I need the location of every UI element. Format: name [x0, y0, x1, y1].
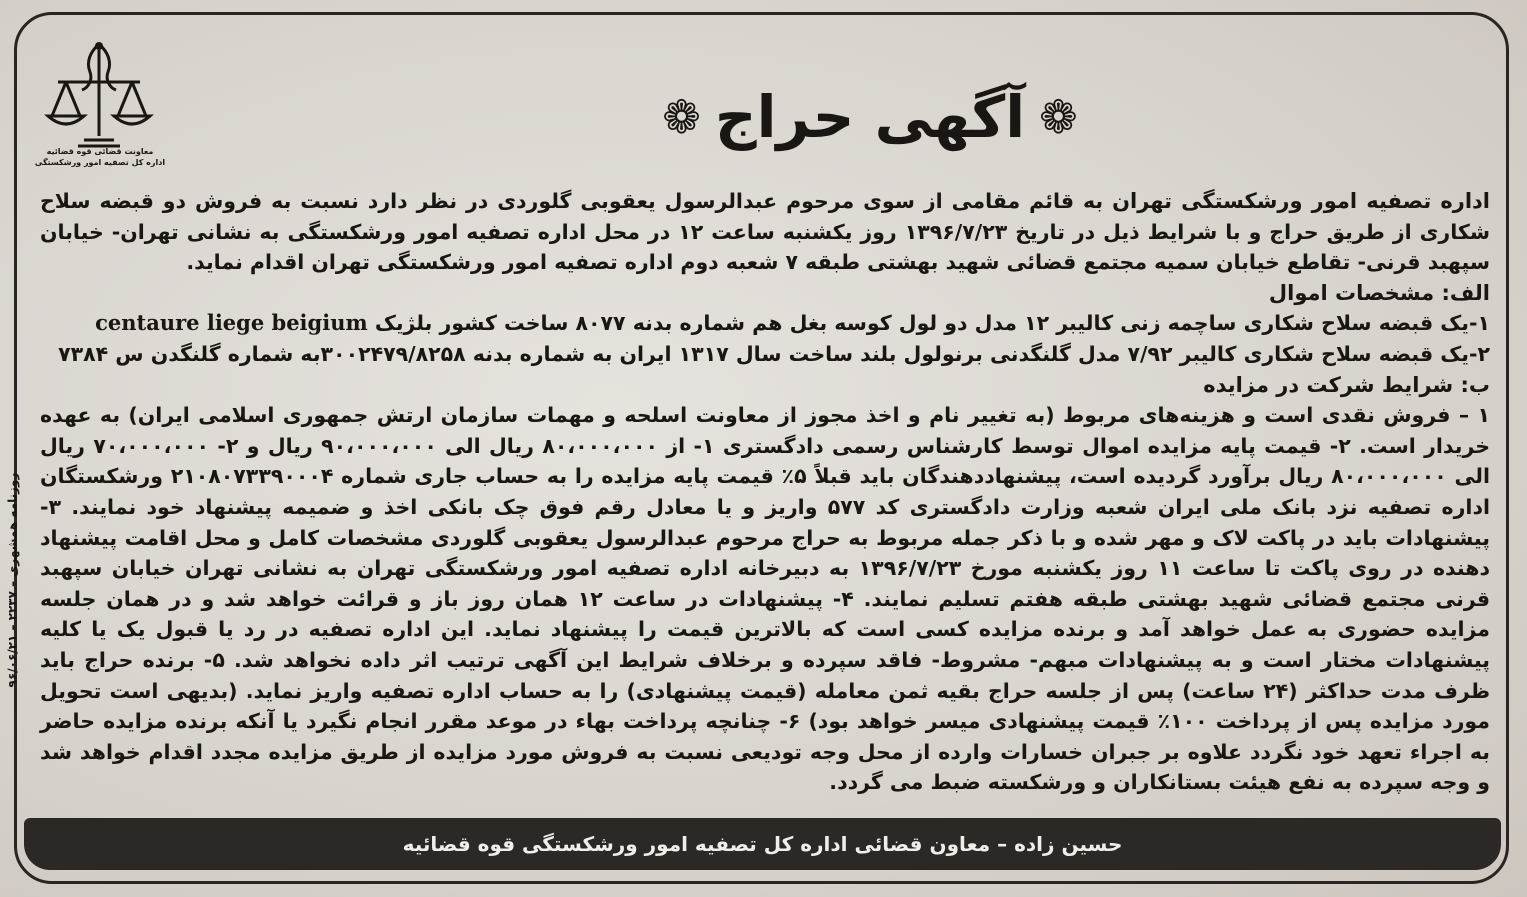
emblem-caption-line2: اداره کل تصفیه امور ورشکستگی	[34, 158, 166, 167]
section-b-heading: ب: شرایط شرکت در مزایده	[1203, 372, 1490, 397]
footer-signatory: حسین زاده – معاون قضائی اداره کل تصفیه امور ورشکستگی قوه قضائیه	[402, 832, 1123, 856]
section-a-heading: الف: مشخصات اموال	[1268, 280, 1490, 305]
property-item-2: ۲-یک قبضه سلاح شکاری کالیبر ۷/۹۲ مدل گلنگدنی برنولول بلند ساخت سال ۱۳۱۷ ایران به شماره بدنه ۳۰۰۲۴۷۹/۸۲۵۸به شماره گلنگدن س ۷۳۸۴	[58, 341, 1490, 366]
emblem-caption-line1: معاونت قضائی قوه قضائیه	[46, 147, 154, 156]
flower-ornament-icon: ❁	[662, 90, 701, 144]
intro-text: به قائم مقامی از سوی مرحوم عبدالرسول یعقوبی گلوردی در نظر دارد نسبت به فروش دو قبضه سلاح شکاری از طریق حراج و با شرایط ذیل در تاریخ ۱۳۹۶/۷/۲۳ روز یکشنبه ساعت ۱۲ در محل اداره تصفیه امور ورشکستگی به نشانی تهران- خیابان سپهبد قرنی- تقاطع خیابان سمیه مجتمع قضائی شهید بهشتی طبقه ۷ شعبه دوم اداره تصفیه امور ورشکستگی تهران اقدام نماید.	[40, 189, 1490, 275]
property-item-1-brand: centaure liege beigium	[95, 310, 368, 336]
page-title: آگهی حراج	[714, 83, 1026, 151]
notice-title	[560, 72, 1180, 162]
emblem-caption	[30, 146, 170, 168]
side-note-text: روزنامه همشهری – ۲۲۳۷ – ۹۶/۰۶/۲۱	[5, 472, 19, 688]
newspaper-side-note	[2, 472, 22, 688]
notice-body	[40, 186, 1490, 798]
property-item-1-text: ۱-یک قبضه سلاح شکاری ساچمه زنی کالیبر ۱۲ مدل دو لول کوسه بغل هم شماره بدنه ۸۰۷۷ ساخت کشور بلژیک	[367, 311, 1490, 336]
property-item-1	[40, 308, 1490, 339]
intro-paragraph	[40, 186, 1490, 278]
intro-issuer: اداره تصفیه امور ورشکستگی تهران	[1112, 189, 1490, 213]
flower-ornament-icon: ❁	[1039, 90, 1078, 144]
signature-footer	[24, 818, 1501, 870]
auction-conditions: ۱ – فروش نقدی است و هزینه‌های مربوط (به تغییر نام و اخذ مجوز از معاونت اسلحه و مهمات سازمان ارتش جمهوری اسلامی ایران) به عهده خریدار است. ۲- قیمت پایه مزایده اموال توسط کارشناس رسمی دادگستری ۱- از ۸۰،۰۰۰،۰۰۰ ریال الی ۹۰،۰۰۰،۰۰۰ ریال و ۲- ۷۰،۰۰۰،۰۰۰ ریال الی ۸۰،۰۰۰،۰۰۰ ریال برآورد گردیده است، پیشنهاددهندگان باید قبلاً ۵٪ قیمت پایه مزایده را به حساب جاری شماره ۲۱۰۸۰۷۳۳۹۰۰۰۴ ورشکستگان اداره تصفیه نزد بانک ملی ایران شعبه وزارت دادگستری کد ۵۷۷ واریز و یا معادل رقم فوق چک بانکی اخذ و ضمیمه پیشنهاد خود نمایند. ۳- پیشنهادات باید در پاکت لاک و مهر شده و با ذکر جمله مربوط به حراج مرحوم عبدالرسول یعقوبی گلوردی مشخصات کامل و محل اقامت پیشنهاد دهنده در روی پاکت تا ساعت ۱۱ روز یکشنبه مورخ ۱۳۹۶/۷/۲۳ به دبیرخانه اداره تصفیه امور ورشکستگی تهران به نشانی تهران خیابان سپهبد قرنی مجتمع قضائی شهید بهشتی طبقه هفتم تسلیم نمایند. ۴- پیشنهادات در ساعت ۱۲ همان روز باز و قرائت خواهد شد و در همان جلسه مزایده حضوری به عمل خواهد آمد و برنده مزایده کسی است که بالاترین قیمت را پیشنهاد نماید. این اداره تصفیه در رد یا قبول یک یا کلیه پیشنهادات مختار است و به پیشنهادات مبهم- مشروط- فاقد سپرده و برخلاف شرایط این آگهی ترتیب اثر داده نخواهد شد. ۵- برنده حراج باید ظرف مدت حداکثر (۲۴ ساعت) پس از جلسه حراج بقیه ثمن معامله (قیمت پیشنهادی) را به حساب اداره تصفیه واریز نماید. (بدیهی است تحویل مورد مزایده پس از پرداخت ۱۰۰٪ قیمت پیشنهادی میسر خواهد بود) ۶- چنانچه پرداخت بهاء در موعد مقرر انجام نگیرد یا آنکه برنده مزایده حاضر به اجراء تعهد خود نگردد علاوه بر جبران خسارات وارده از محل وجه تودیعی نسبت به فروش مورد مزایده از طریق مزایده مجدد اقدام خواهد شد و وجه سپرده به نفع هیئت بستانکاران و ورشکسته ضبط می گردد.	[40, 403, 1491, 795]
